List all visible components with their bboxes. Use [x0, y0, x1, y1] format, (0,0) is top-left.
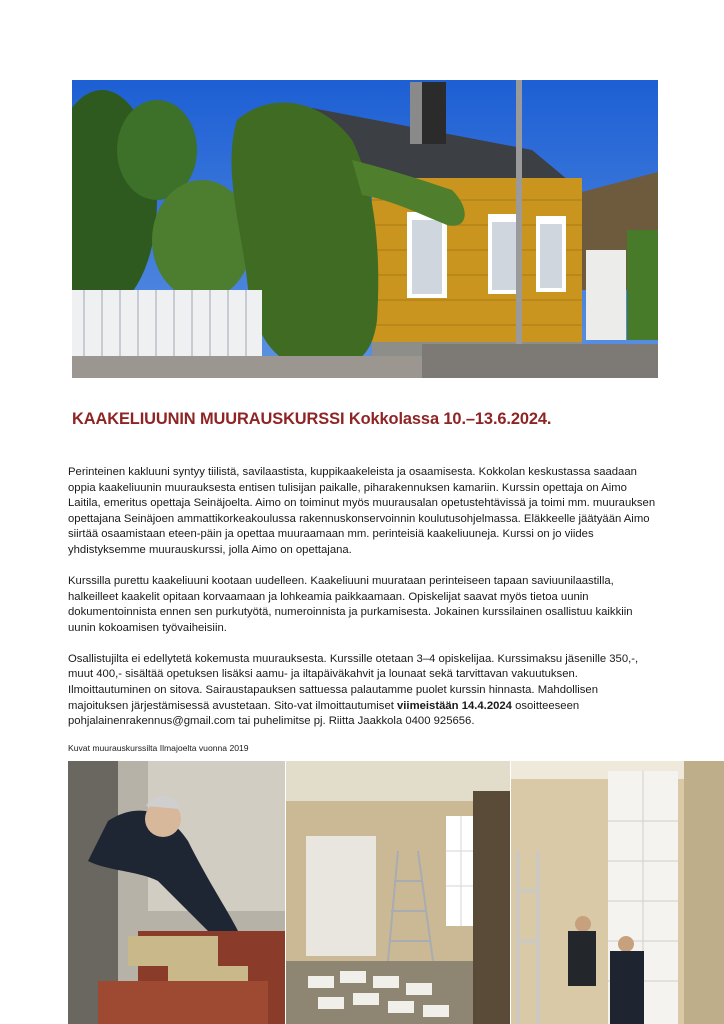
course-description	[68, 465, 658, 745]
page-title: KAAKELIUUNIN MUURAUSKURSSI Kokkolassa 10.–13.6.2024.	[72, 410, 552, 428]
paragraph-registration	[68, 652, 658, 730]
house-illustration	[72, 80, 658, 378]
paragraph-intro: Perinteinen kakluuni syntyy tiilistä, savilaastista, kuppikaakeleista ja osaamisesta. Kokkolan keskustassa saadaan oppia kaakeliuunin muurauksesta entisen tulisijan paikalle, piharakennuksen kamariin. Kurssin opettaja on Aimo Laitila, emeritus opettaja Seinäjoelta. Aimo on toiminut myös muurausalan opetustehtävissä ja toimi mm. muurauksen opettajana Seinäjoen ammattikorkeakoulussa rakennuskonservoinnin koulutusohjelmassa. Eläkkeelle jäätyään Aimo siirtää osaamistaan eteen-päin ja opettaa muuraamaan mm. perinteisiä kaakeliuuneja. Kurssi on jo viides yhdistyksemme muurauskurssi, jolla Aimo on opettajana.	[68, 466, 656, 556]
course-photos	[68, 761, 724, 1024]
course-photos-illustration	[68, 761, 724, 1024]
paragraph-course-content: Kurssilla purettu kaakeliuuni kootaan uudelleen. Kaakeliuuni muurataan perinteiseen tapaan saviuunilaastilla, halkeilleet kaakelit opitaan korvaamaan ja lohkeamia paikkaamaan. Opiskelijat saavat myös tietoa uunin dokumentoinnista ennen sen purkutyötä, numeroinnista ja purkamisesta. Jokainen kurssilainen osallistuu kaikkiin uunin kokoamisen työvaiheisiin.	[68, 574, 633, 634]
registration-text: Osallistujilta ei edellytetä kokemusta muurauksesta. Kurssille otetaan 3–4 opiskelijaa. Kurssimaksu jäsenille 350,-, muut 400,- sisältää opetuksen lisäksi aamu- ja iltapäiväkahvit ja lounaat sekä tarvittavan vakuutuksen. Ilmoittautuminen on sitova. Sairaustapauksen sattuessa palautamme puolet kurssin hinnasta. Mahdollisen majoituksen järjestämisessä avustetaan. Sito-vat ilmoittautumiset	[68, 652, 639, 712]
registration-contact: osoitteeseen pohjalainenrakennus@gmail.com tai puhelimitse pj. Riitta Jaakkola 0400 925656.	[68, 699, 580, 728]
house-photo	[72, 80, 658, 378]
photo-caption: Kuvat muurauskurssilta Ilmajoelta vuonna 2019	[68, 743, 249, 753]
registration-deadline: viimeistään 14.4.2024	[397, 699, 512, 712]
